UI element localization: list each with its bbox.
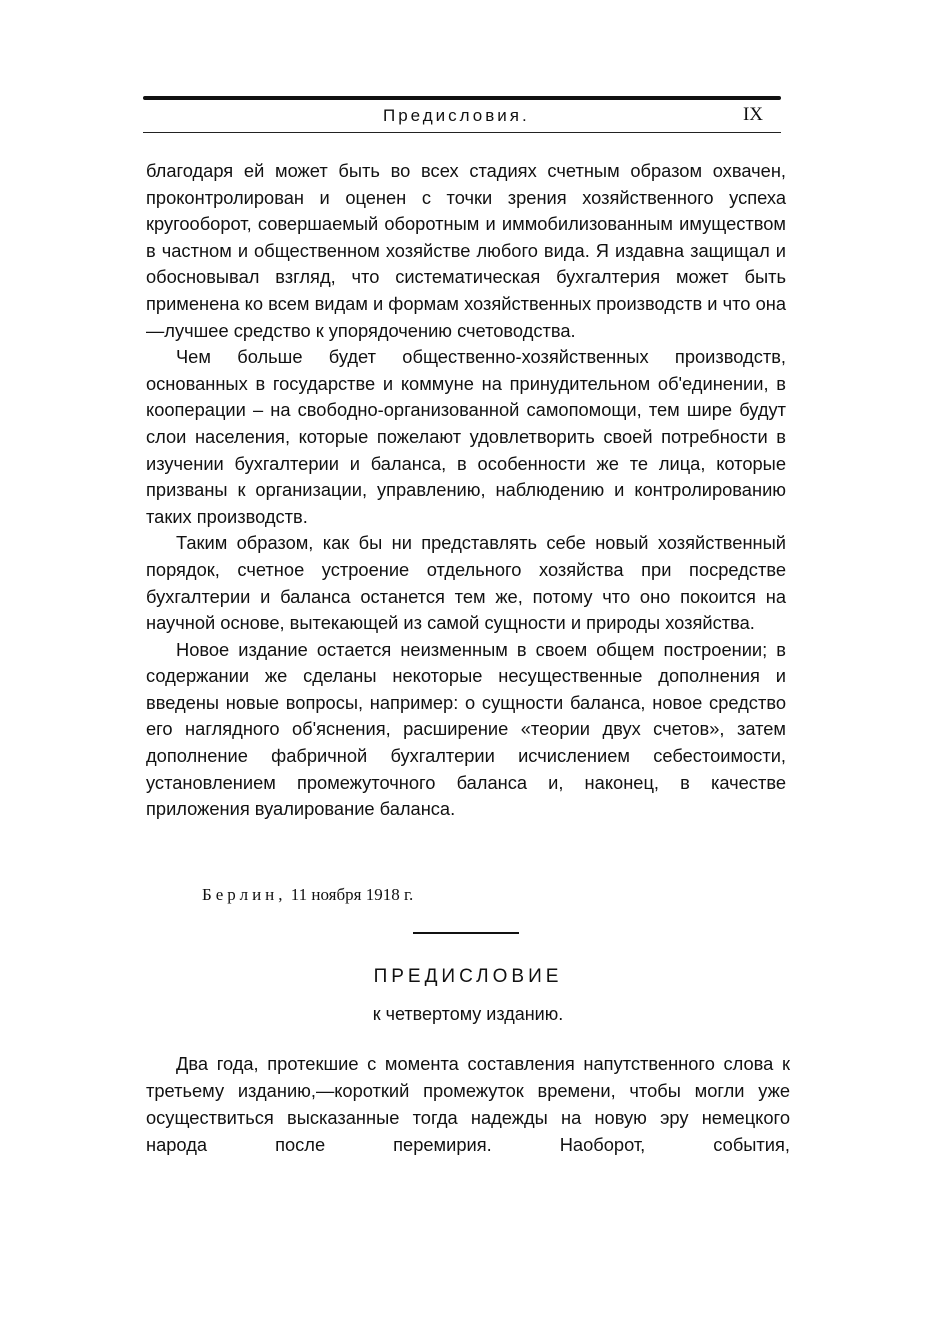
header-bottom-rule — [143, 132, 781, 133]
running-head — [143, 104, 781, 130]
signature-city: Берлин, — [202, 885, 287, 904]
paragraph-1: благодаря ей может быть во всех стадиях счетным образом охвачен, проконтролирован и оценен с точки зрения хозяйственного успеха кругооборот, совершаемый оборотным и иммобилизованным имуществом в частном и общественном хозяйстве любого вида. Я издавна защищал и обосновывал взгляд, что систематическая бухгалтерия может быть применена ко всем видам и формам хозяйственных производств и что она—лучшее средство к упорядочению счетоводства. — [146, 160, 786, 341]
header-top-rule — [143, 96, 781, 100]
section-divider — [413, 932, 519, 934]
paragraph-2: Чем больше будет общественно-хозяйственных производств, основанных в государстве и коммуне на принудительном об'единении, в кооперации – на свободно-организованной самопомощи, тем шире будут слои населения, которые пожелают удовлетворить своей потребности в изучении бухгалтерии и баланса, в особенности же те лица, которые призваны к организации, управлению, наблюдению и контролированию таких производств. — [146, 346, 786, 527]
section-title: ПРЕДИСЛОВИЕ — [373, 966, 563, 987]
running-title: Предисловия. — [383, 106, 530, 125]
body-text — [146, 158, 786, 823]
section-subtitle: к четвертому изданию. — [372, 1004, 564, 1024]
section-paragraph-1: Два года, протекшие с момента составления напутственного слова к третьему изданию,—короткий промежуток времени, чтобы могли уже осуществиться высказанные тогда надежды на новую эру немецкого народа после перемирия. Наоборот, события, — [146, 1053, 790, 1155]
section-body — [146, 1050, 790, 1158]
page-number: IX — [742, 104, 763, 125]
signature — [202, 885, 413, 905]
paragraph-4: Новое издание остается неизменным в своем общем построении; в содержании же сделаны некоторые несущественные дополнения и введены новые вопросы, например: о сущности баланса, новое средство его наглядного об'яснения, расширение «теории двух счетов», затем дополнение фабричной бухгалтерии исчислением себестоимости, установлением промежуточного баланса и, наконец, в качестве приложения вуалирование баланса. — [146, 638, 786, 820]
paragraph-3: Таким образом, как бы ни представлять себе новый хозяйственный порядок, счетное устроение отдельного хозяйства при посредстве бухгалтерии и баланса останется тем же, потому что оно покоится на научной основе, вытекающей из самой сущности и природы хозяйства. — [146, 532, 786, 634]
signature-date: 11 ноября 1918 г. — [290, 885, 414, 904]
